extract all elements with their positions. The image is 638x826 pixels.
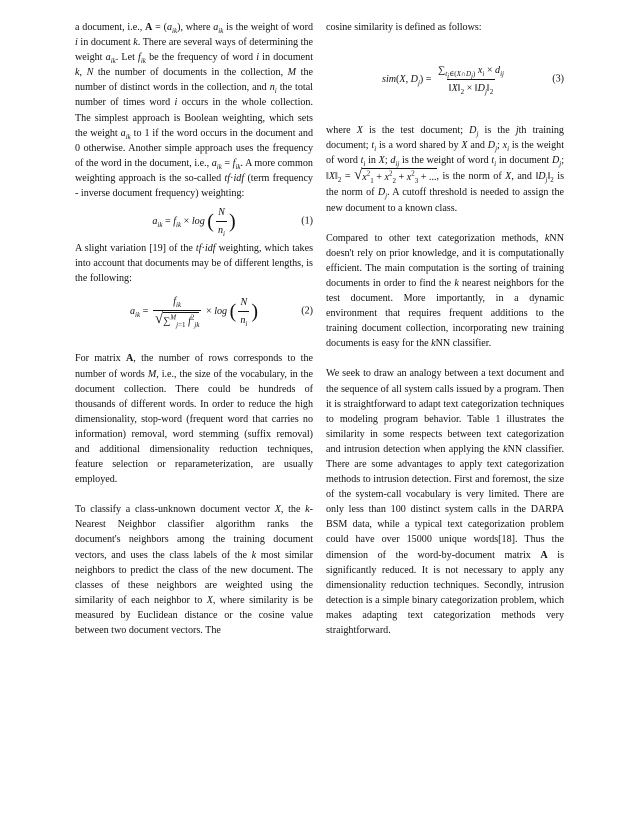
paragraph-comparison: Compared to other text categorization methods, kNN doesn't rely on prior knowledge, and it is computationally efficient. The main computation is the sorting of training documents in order to find the k nearest neighbors for the test document. More importantly, in a dynamic environment that requires frequent additions to the training document collection, incorporating new training documents is easy for the kNN classifier. xyxy=(326,232,564,350)
equation-3-number: (3) xyxy=(552,73,564,85)
paragraph-knn: To classify a class-unknown document vector X, the k-Nearest Neighbor classifier algorithm ranks the document's neighbors among the training document vectors, and uses the class labels of the k most similar neighbors to predict the class of the new document. The classes of these neighbors are weighted using the similarity of each neighbor to X, where similarity is be measured by Euclidean distance or the cosine value between two document vectors. The xyxy=(75,504,313,636)
paragraph-weighting: a document, i.e., $A = (a_{ik})$, where $a_{ik}$ is the weight of word i in document k. There are several ways of determining the weight $a_{ik}$. Let $f_{ik}$ be the frequency of word i in document k, N the number of documents in the collection, M the number of distinct words in the collection, and $n_i$ the total number of times word i occurs in the whole collection. The simplest approach is Boolean weighting, which sets the weight $a_{ik}$ to 1 if the word occurs in the document and 0 otherwise. Another simple approach uses the frequency of the word in the document, i.e., $a_{ik} = f_{ik}$. A more common weighting approach is the so-called tf·idf (term frequency - inverse document frequency) weighting: xyxy=(75,22,314,200)
paragraph-where: where X is the test document; $D_j$ is the jth training document; $t_i$ is a word shared by X and $D_j$; $x_i$ is the weight of word $t_i$ in X; $d_{ij}$ is the weight of word $t_i$ in document $D_j$; $‖X‖_2$ = √ $x^2_1 + x^2_2 + x^2_3$ + ... , is the norm of X, and $‖D_j‖_2$ is the norm of $D_j$. A cutoff threshold is needed to assign the new document to a known class. xyxy=(326,125,565,214)
equation-1-number: (1) xyxy=(301,215,313,227)
paragraph-cosine-intro: cosine similarity is defined as follows: xyxy=(326,22,482,33)
equation-2-number: (2) xyxy=(301,305,313,317)
equation-1: $a_{ik} = f_{ik} \times \log$ ( $\frac{N}{n_i}$ ) (1) xyxy=(152,206,313,238)
paragraph-variation: A slight variation [19] of the tf·idf weighting, which takes into account that documents may be of different lengths, is the following: xyxy=(75,243,313,285)
paragraph-analogy: We seek to draw an analogy between a text document and the sequence of all system calls issued by a program. Then it is straightforward to adapt text categorization techniques to modeling program behavior. Table 1 illustrates the similarity in some respects between text categorization and intrusion detection when applying the kNN classifier. There are some advantages to apply text categorization methods to intrusion detection. First and foremost, the size of the system-call vocabulary is very limited. There are only less than 100 distinct system calls in the DARPA BSM data, while a typical text categorization problem could have over 15000 unique words[18]. Thus the dimension of the word-by-document matrix A is significantly reduced. It is not necessary to apply any dimensionality reduction techniques. Secondly, intrusion detection is a simple binary categorization problem, which makes adapting text categorization methods very straightforward. xyxy=(326,368,564,636)
equation-3: sim(X, $D_j$) = $\frac{\sum_{t_i\in(X\cap D_j)} x_i \times d_{ij}}{‖X‖_2 \times ‖D_j‖_2}$ (3) xyxy=(382,64,564,96)
right-column xyxy=(326,20,564,638)
equation-2: $a_{ik}$ = $f_{ik}$ √ ∑$^M_{j=1}$ $f^2_{jk}$ × log ( $\frac{N}{n_i}$ ) (2) xyxy=(130,295,313,329)
paragraph-matrix: For matrix A, the number of rows corresponds to the number of words M, i.e., the size of the vocabulary, in the document collection. There could be hundreds of thousands of different words. In order to reduce the high dimensionality, stop-word (frequent word that carries no information) removal, word stemming (suffix removal) and additional dimensionality reduction techniques, feature selection or reparameterization, are usually employed. xyxy=(75,353,314,486)
left-column xyxy=(75,20,313,638)
